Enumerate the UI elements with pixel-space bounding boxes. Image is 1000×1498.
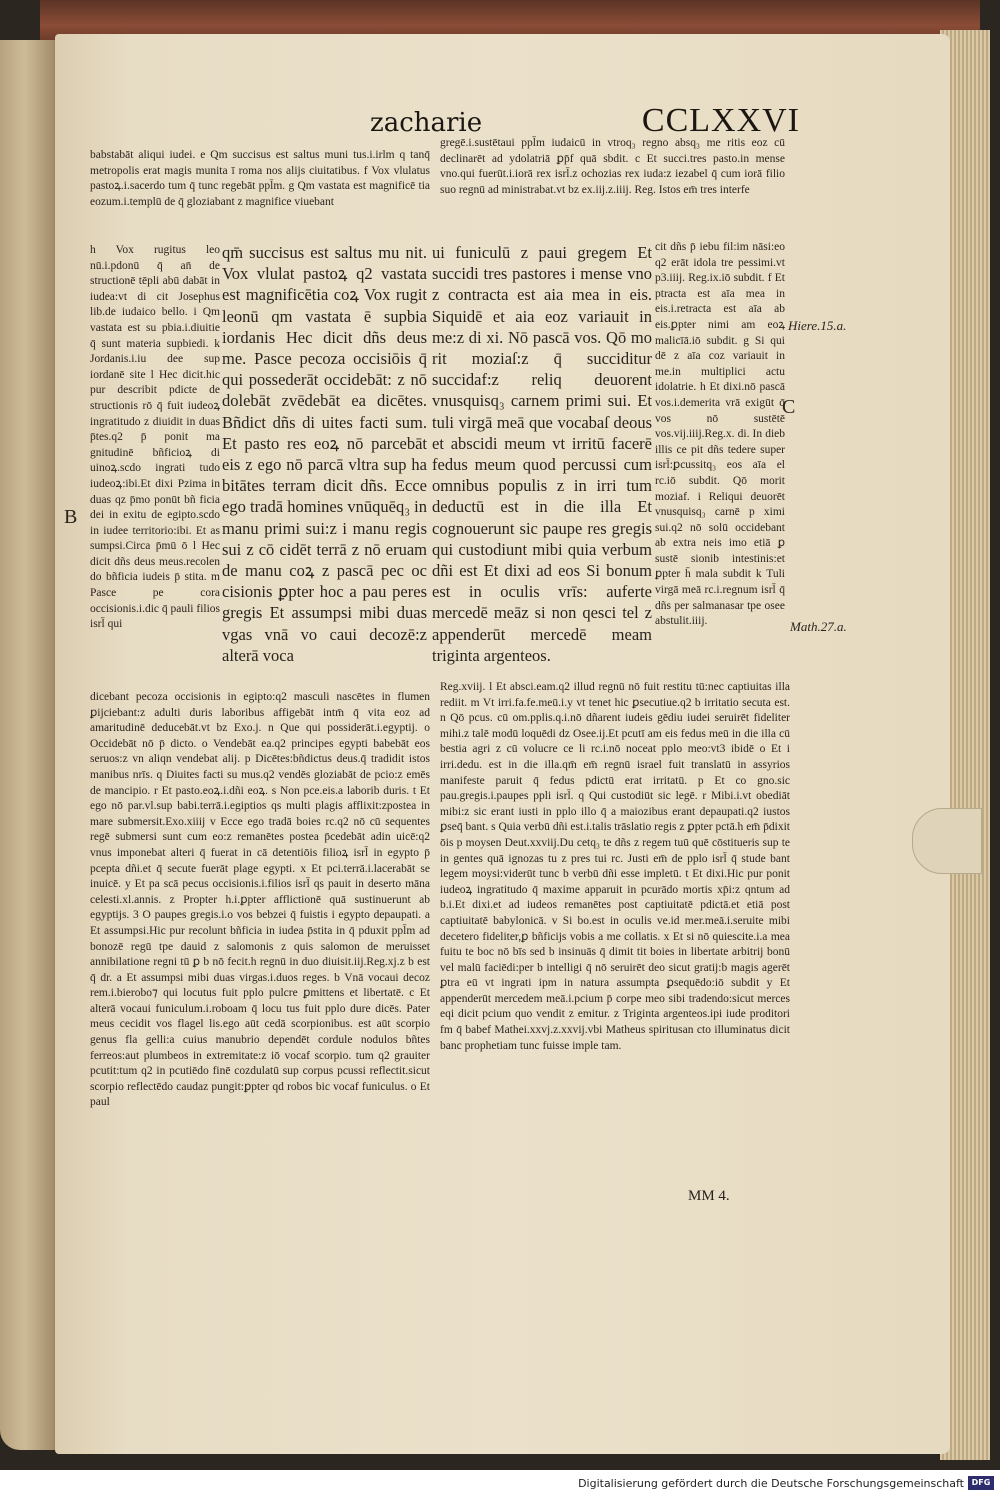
bible-text: ui funiculū z paui gregem Et succidi tres pastores i mense vno z contracta est aia mea in eis. Siquidē et aia eoz variauit in me:z di xi. Nō pascā vos. Qō mo rit moziaſ:z q̄ succiditur succidaf:z reliq deuorent vnusquisq₃ carnem primi sui. Et tuli virgā meā que vocabaſ deous et abscidi meum vt irritū facerē fedus meum quod percussi cum omnibus populis z in irri tum deductū est in die illa Et cognouerunt sic paupe res gregis qui custodiunt mibi quia verbum dñi est Et dixi ad eos Si bonum est in oculis vrīs: auferte mercedē meāz si non qesci tel z appenderūt mercedē meam triginta argenteos. [432,243,652,665]
gloss-text: gregē.i.sustētaui ppl̄m iudaicū in vtroq₃ regno absq₃ me ritis eoz cū declinarēt ad ydolatriā ꝑp̄f quā sbdit. c Et succi.tres pasto.in mense vno.qui fuerūt.i.iorā rex isrl̄.z ochozias rex iuda:z iezabel q̄ cum iorā filio suo regnū ad ministrabat.vt bz ex.iij.z.iiij. Reg. Istos em̄ tres interfe [440,137,785,196]
gloss-text: dicebant pecoza occisionis in egipto:q2 masculi nascētes in flumen ꝑijciebant:z adulti duris laboribus affigebāt intm̄ q̄ vita eoz ad amaritudinē deducebāt.vt bz Exo.j. n Que qui possiderāt.i.egyptij. o Occidebāt nō p̄ dicto. o Vendebāt ea.q2 principes egypti babebāt eos seruos:z vn aliqn vendebat alij. p Dicētes:bñdictus deus.q̄ tradidit istos manibus nrīs. q Diuites facti su mus.q2 vendēs gloziabāt de pcio:z emēs de mancipio. r Et pasto.eoꝝ.i.dñi eoꝝ. s Non pce.eis.a laborib duris. t Et ego nō par.vl.sup babi.terrā.i.egiptios qs multi plagis afflixit:zpostea in mare submersit.Exo.xiiij v Ecce ego tradā boies rc.q2 nō cū sequentes regē submersi sunt cum eo:z remanētes postea p̄cedebāt adin uicē:q2 vnus imponebat alteri q̄ fuerat in cā detentiōis filioꝝ isrl̄ in egypto p̄ pcepta dñi.et q̄ secute fuerāt plage egypti. x Et pci.terrā.i.lacerabāt se inuicē. y Et pa scā pecus occisionis.i.filios isrl̄ qs pauit in deserto māna celesti.xl.annis. z Propter h.i.ꝑpter afflictionē quā sustinuerunt ab egyptijs. 3 O paupes gregis.i.o vos bebzei q̄ fuistis i egypto depaupati. a Et assumpsi.Hic pur recolunt bñficia in iudea p̄stita in q̄ pduxit ppl̄m ad bonozē regū tpe dauid z salomonis z quis salomon de meruisset annibilatione regni tū ꝑ b nō fecit.h regnū in duo diuisit.iij.Reg.xj.z b est q̄ dr. a Et assumpsi mibi duas virgas.i.duos reges. b Vnā vocaui decoz rem.i.bierobo⁊ qui locutus fuit pplo pulcre ꝑmittens et libertatē. c Et alterā vocaui funiculum.i.roboam q̄ locu tus fuit pplo dure dicēs. Pater meus cecidit vos flagel lis.ego aūt cedā scorpionibus. est aūt scorpio genus fla gelli:a cuius manubrio dependēt cordule nodulos bñtes ferreos:aut plumbeos in extremitate:z iō vocaf scorpio. tum q2 grauiter pcutit:tum q2 in pcutiēdo finē cozdulatū sup corpus pcussi reflectit.sicut scorpio reflectēdo caudaz pungit:ꝑpter qd robos bic vocaf funiculus. o Et paul [90,691,430,1109]
bible-text-left [222,242,427,678]
previous-page-edge [0,40,62,1450]
gloss-text: cit dñs p̄ iebu fil:im nāsi:eo q2 erāt idola tre pessimi.vt p3.iiij. Reg.ix.iō subdit. f Et ptracta est aīa mea in eis.i.retracta est aīa ab eis.ꝑpter nimi am eoꝝ malicīā.iō subdit. g Si qui dē z aīa coz variauit in me.in multiplici actu idolatrie. h Et dixi.nō pascā vos.i.demerita vrā exigūt q̄ vos nō sustētē vos.vij.iiij.Reg.x. di. In dieb illis ce pit dñs tedere super isrl̄:ꝑcussitq₃ eos aīa el rc.iō subdit. Qō morit moziaf. i Reliqui deuorēt vnusquisq₃ carnē p ximi sui.q2 nō solū occidebant ab extra neis imo etiā ꝑ sustē sionib intestinis:et ꝑpter h̄ mala subdit k Tuli virgā meā rc.i.regnum isrl̄ q̄ dñs per salmanasar tpe osee abstulit.iiij. [655,241,785,628]
page-clasp [912,808,982,874]
section-mark-b: B [64,506,78,528]
gloss-lower-right [440,680,790,1204]
gloss-lower-left [90,690,430,1205]
margin-reference-hiere: Hiere.15.a. [788,318,847,333]
bible-text: qm̄ succisus est saltus mu nit. Vox vlulat pastoꝝ q2 vastata est magnificētia coꝝ Vox rugit leonū qm vastata ē supbia iordanis Hec dicit dñs deus me. Pasce pecoza occisiōis q̄ qui possederāt occidebāt: z nō dolebāt zvēdebāt ea dicētes. Bñdict dñs di uites facti sum. Et pasto res eoꝝ nō parcebāt eis z ego nō parcā vltra sup ha bitātes terram dicit dñs. Ecce ego tradā homines vnūquēq₃ in manu primi sui:z i manu regis sui z cō cidēt terrā z nō eruam de manu coꝝ z pascā pec oc cisionis ꝑpter hoc a pau peres gregis Et assumpsi mibi duas vgas vnā vo caui decozē:z alterā voca [222,243,427,665]
section-mark-c: C [782,396,796,418]
margin-reference-math: Math.27.a. [790,619,847,634]
gloss-text: h Vox rugitus leo nū.i.pdonū q̄ an̄ de structionē tēpli abū dabāt in iudea:vt di cit Josephus lib.de iudaico bello. i Qm vastata est su pbia.i.diuitie q̄ sunt materia supbiedi. k Jordanis.i.iu dee sup iordanē site l Hec dicit.hic pur describit pdicte de structionis rō q̄ fuit iudeoꝝ ingratitudo z diuidit in duas p̄tes.q2 p̄ ponit ma gnitudinē bñficioꝝ di uinoꝝ.scdo ingrati tudo iudeoꝝ:ibi.Et dixi Pzima in duas qz p̄mo ponūt bñ ficia dei in exitu de egipto.scdo in iudee territorio:ibi. Et as sumpsi.Circa p̄mū ō l Hec dicit dñs deus meus.recolen do bñficia iudeis p̄ stita. m Pasce pe cora occisionis.i.dic q̄ pauli filios isrl̄ qui [90,244,220,631]
gloss-text: babstabāt aliqui iudei. e Qm succisus est saltus muni tus.i.irlm q tanq̄ metropolis erat magis munita ī roma nos alijs ciuitatibus. f Vox vlulatus pastoꝝ.i.sacerdo tum q̄ tunc regebāt ppl̄m. g Qm vastata est magnificē tia eozum.i.templū de q̄ gloziabant z magnifice viuebant [90,149,430,208]
page-header [360,80,800,140]
gloss-text: Reg.xviij. l Et absci.eam.q2 illud regnū nō fuit restitu tū:nec captiuitas illa rediit. m Vt irri.fa.fe.meū.i.y vt tenet hic ꝑsecutiue.q2 b irritatio secuta est. n Qō pcus. cū om.pplis.q.i.nō dñarent iudeis gēdiu iudei seruirēt fideliter mihi.z talē modū loquēdi dz Osee.ij.Et pcutī am eis fedus meū in die illa cū bestia agri z cū volucre ce li rc.i.nō noceat pplo meo:vt3 ibidē o Et i irri.dedu. est in die illa.qm̄ em̄ regnū israel fuit translatū in assyrios manifeste paruit q̄ fedus pdictū erat irritatū. p Et co gno.sic pau.gregis.i.paupes ppli isrl̄. q Qui custodiūt sic legē. r Mibi.i.vt obediāt mibi:z sic erant iusti in pplo illo q̄ a maiozibus erant depaupati.q2 iustos ꝑseq̄ bant. s Quia verbū dñi est.i.talis trāslatio regis z ꝑpter pctā.h em̄ p̄dixit ōis p moysen Deut.xxviij.Du cetq₃ te dñs z regem tuū quē cōstitueris sup te in gentes quā ignozas tu z pres tui rc. Justi em̄ de pplo isrl̄ q̄ stude bant legem moysi:viderūt tunc b verbū dñi esse impletū. t Et dixi.Hic pur ponit iudeoꝝ ingratitudo q̄ maxime apparuit in pcurādo mortis xp̄i:z qntum ad b.i.Et dixi.et ad iudeos remanētes post captiuitatē pdictā.et etiā post captiuitatē babylonicā. v Si bo.est in oculis ve.id mer.meā.i.seruite mibi decetero fideliter,ꝑ bñficijs vobis a me collatis. x Et si nō quiescite.i.a mea fuitu te boc nō bīs sed b insinuās q̄ dimit tit boies in libertate arbitrij bonū vel malū faciēdi:per b intelligi q̄ nō seruirēt deo sicut gratij:b magis agerēt ꝑtra eū vt ingrati ipm in natura assumpta ꝑsequēdo:iō subdit y Et appenderūt mercedem meā.i.pcium p̄ corpe meo sibi tradendo:sicut merces eqi dicit pcium quo vendit z emitur. z Triginta argenteos.ipi iude proditori fm q̄ babef Mathei.xxvj.z.xxvij.vbi Matheus spiritusan cto illuminatus dicit banc prophetiam tunc fuisse imple tam. [440,681,790,1052]
gloss-top-left [90,148,430,238]
gloss-top-right [440,136,785,244]
signature-mark: MM 4. [688,1188,730,1204]
bible-text-right [432,242,652,678]
running-head: zacharie [370,108,483,138]
gloss-left-column [90,243,220,695]
dfg-logo-icon: DFG [968,1476,994,1490]
digitization-footer [0,1470,1000,1498]
funding-credit: Digitalisierung gefördert durch die Deutsche Forschungsgemeinschaft [578,1477,964,1490]
gloss-right-column [655,240,785,686]
folio-number: CCLXXVI [641,102,800,139]
